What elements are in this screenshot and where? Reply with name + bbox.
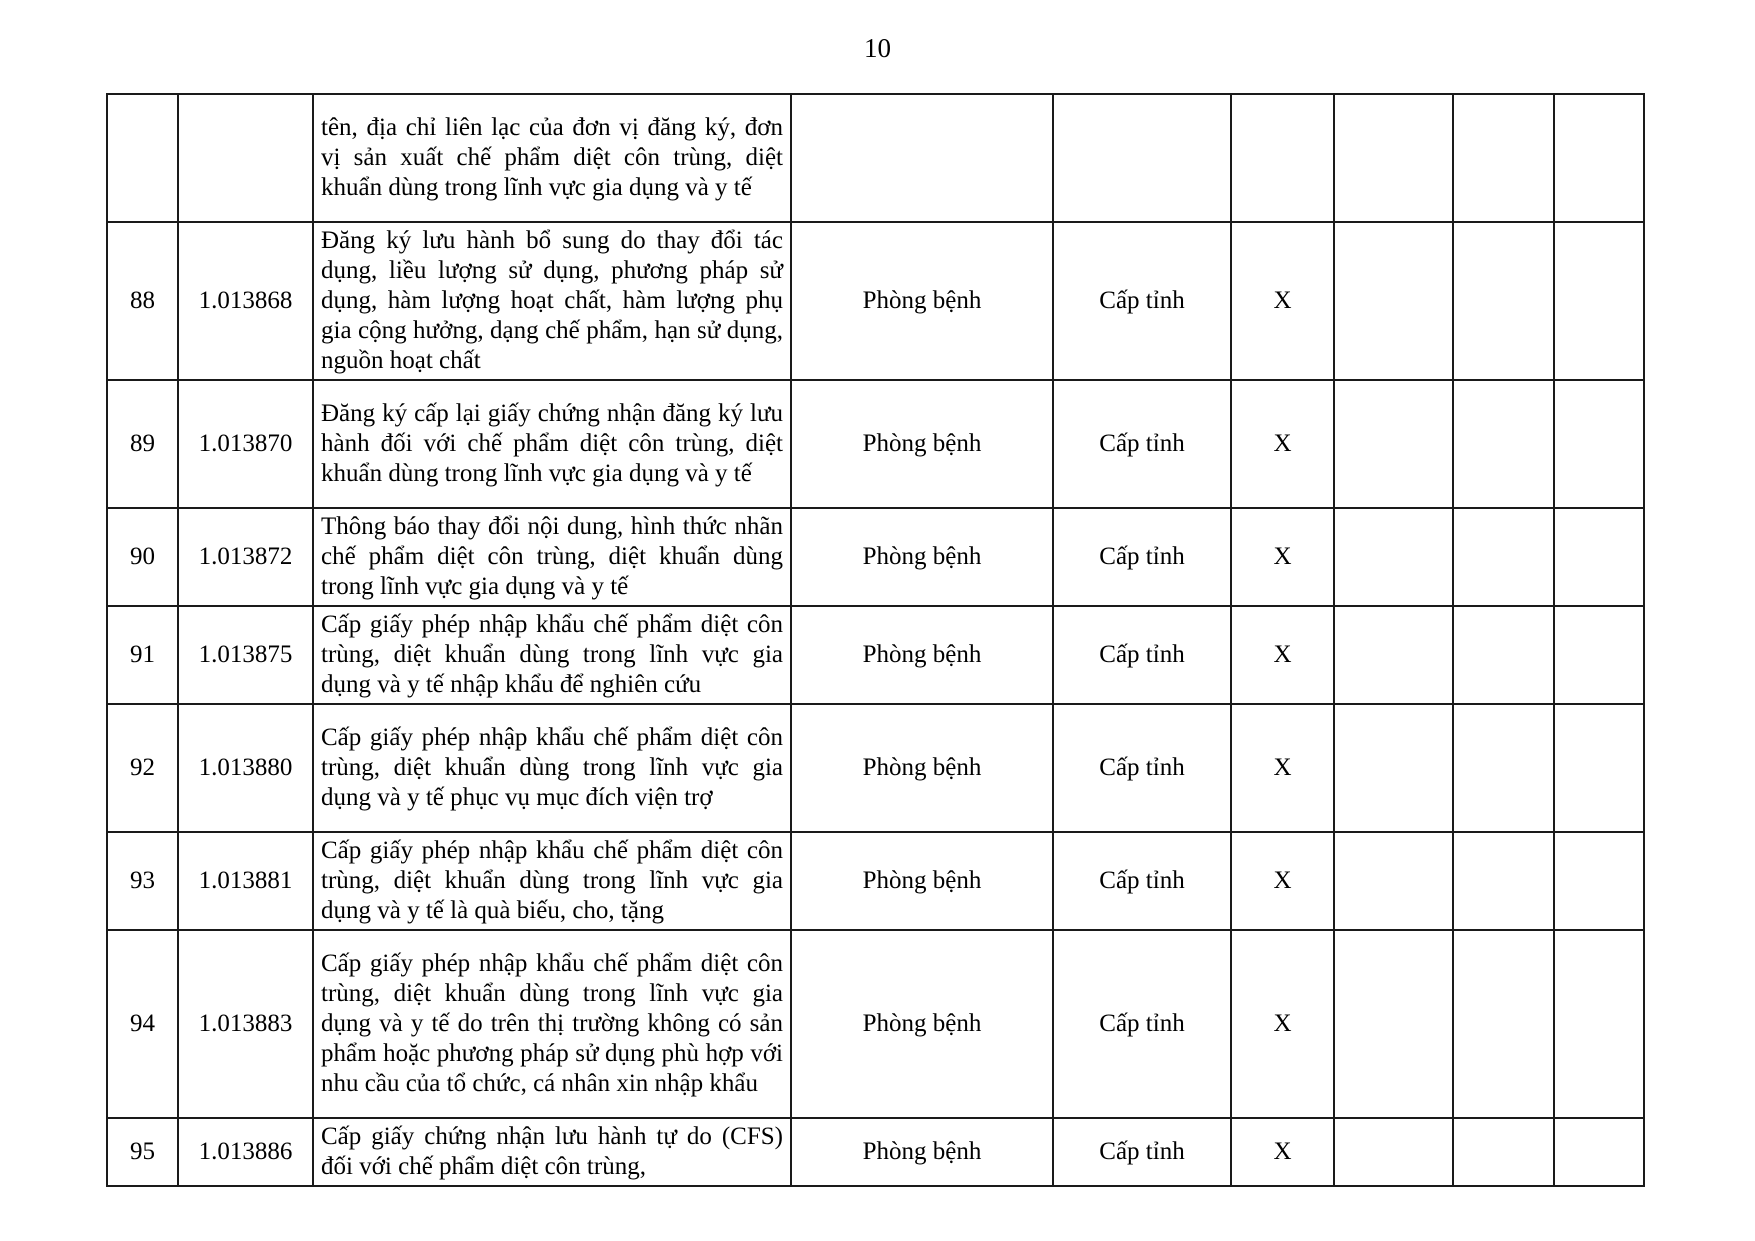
execution-mark-cell: X [1231,832,1334,930]
procedure-description-cell: Đăng ký lưu hành bổ sung do thay đổi tác dụng, liều lượng sử dụng, phương pháp sử dụng, hàm lượng hoạt chất, hàm lượng phụ gia cộng hưởng, dạng chế phẩm, hạn sử dụng, nguồn hoạt chất [313,222,791,380]
execution-mark-cell: X [1231,606,1334,704]
execution-mark-cell: X [1231,222,1334,380]
field-cell: Phòng bệnh [791,832,1053,930]
procedure-description-cell: tên, địa chỉ liên lạc của đơn vị đăng ký, đơn vị sản xuất chế phẩm diệt côn trùng, diệt khuẩn dùng trong lĩnh vực gia dụng và y tế [313,94,791,222]
table-row-93 [107,832,1644,930]
table-row-95 [107,1118,1644,1186]
field-cell: Phòng bệnh [791,508,1053,606]
procedure-code-cell: 1.013875 [178,606,313,704]
empty-cell-3 [1554,606,1644,704]
procedure-code-cell: 1.013881 [178,832,313,930]
procedure-code-cell: 1.013872 [178,508,313,606]
procedure-description-cell: Cấp giấy phép nhập khẩu chế phẩm diệt côn trùng, diệt khuẩn dùng trong lĩnh vực gia dụng và y tế nhập khẩu để nghiên cứu [313,606,791,704]
empty-cell-2 [1453,508,1554,606]
level-cell: Cấp tỉnh [1053,832,1231,930]
procedure-description-cell: Cấp giấy phép nhập khẩu chế phẩm diệt côn trùng, diệt khuẩn dùng trong lĩnh vực gia dụng và y tế phục vụ mục đích viện trợ [313,704,791,832]
table-row-continuation [107,94,1644,222]
procedure-description-cell: Cấp giấy phép nhập khẩu chế phẩm diệt côn trùng, diệt khuẩn dùng trong lĩnh vực gia dụng và y tế do trên thị trường không có sản phẩm hoặc phương pháp sử dụng phù hợp với nhu cầu của tổ chức, cá nhân xin nhập khẩu [313,930,791,1118]
field-cell: Phòng bệnh [791,930,1053,1118]
page-number: 10 [864,33,891,63]
empty-cell-1 [1334,94,1453,222]
execution-mark-cell: X [1231,380,1334,508]
table-row-89 [107,380,1644,508]
procedure-code-cell: 1.013880 [178,704,313,832]
level-cell: Cấp tỉnh [1053,704,1231,832]
field-cell [791,94,1053,222]
empty-cell-2 [1453,94,1554,222]
empty-cell-1 [1334,606,1453,704]
empty-cell-3 [1554,704,1644,832]
empty-cell-1 [1334,508,1453,606]
empty-cell-1 [1334,930,1453,1118]
row-number-cell: 90 [107,508,178,606]
empty-cell-2 [1453,704,1554,832]
field-cell: Phòng bệnh [791,1118,1053,1186]
empty-cell-2 [1453,222,1554,380]
row-number-cell: 95 [107,1118,178,1186]
table-row-91 [107,606,1644,704]
empty-cell-1 [1334,222,1453,380]
table-row-92 [107,704,1644,832]
execution-mark-cell: X [1231,508,1334,606]
empty-cell-2 [1453,1118,1554,1186]
empty-cell-3 [1554,930,1644,1118]
execution-mark-cell: X [1231,704,1334,832]
empty-cell-3 [1554,94,1644,222]
level-cell: Cấp tỉnh [1053,1118,1231,1186]
table-row-94 [107,930,1644,1118]
table-row-90 [107,508,1644,606]
procedure-description-cell: Cấp giấy phép nhập khẩu chế phẩm diệt côn trùng, diệt khuẩn dùng trong lĩnh vực gia dụng và y tế là quà biếu, cho, tặng [313,832,791,930]
empty-cell-1 [1334,704,1453,832]
procedure-code-cell: 1.013868 [178,222,313,380]
level-cell [1053,94,1231,222]
row-number-cell: 94 [107,930,178,1118]
row-number-cell: 93 [107,832,178,930]
row-number-cell: 89 [107,380,178,508]
empty-cell-2 [1453,606,1554,704]
procedure-code-cell: 1.013870 [178,380,313,508]
procedure-description-cell: Cấp giấy chứng nhận lưu hành tự do (CFS) đối với chế phẩm diệt côn trùng, [313,1118,791,1186]
empty-cell-3 [1554,832,1644,930]
row-number-cell: 88 [107,222,178,380]
execution-mark-cell: X [1231,1118,1334,1186]
empty-cell-3 [1554,508,1644,606]
field-cell: Phòng bệnh [791,606,1053,704]
procedure-description-cell: Thông báo thay đổi nội dung, hình thức nhãn chế phẩm diệt côn trùng, diệt khuẩn dùng trong lĩnh vực gia dụng và y tế [313,508,791,606]
field-cell: Phòng bệnh [791,222,1053,380]
level-cell: Cấp tỉnh [1053,380,1231,508]
empty-cell-3 [1554,1118,1644,1186]
level-cell: Cấp tỉnh [1053,930,1231,1118]
procedure-description-cell: Đăng ký cấp lại giấy chứng nhận đăng ký lưu hành đối với chế phẩm diệt côn trùng, diệt khuẩn dùng trong lĩnh vực gia dụng và y tế [313,380,791,508]
procedure-code-cell [178,94,313,222]
empty-cell-3 [1554,222,1644,380]
field-cell: Phòng bệnh [791,380,1053,508]
procedure-code-cell: 1.013886 [178,1118,313,1186]
empty-cell-2 [1453,380,1554,508]
procedures-table [106,93,1645,1187]
level-cell: Cấp tỉnh [1053,222,1231,380]
row-number-cell [107,94,178,222]
empty-cell-1 [1334,1118,1453,1186]
table-row-88 [107,222,1644,380]
execution-mark-cell [1231,94,1334,222]
empty-cell-3 [1554,380,1644,508]
level-cell: Cấp tỉnh [1053,606,1231,704]
empty-cell-1 [1334,380,1453,508]
empty-cell-1 [1334,832,1453,930]
execution-mark-cell: X [1231,930,1334,1118]
field-cell: Phòng bệnh [791,704,1053,832]
procedure-code-cell: 1.013883 [178,930,313,1118]
empty-cell-2 [1453,832,1554,930]
level-cell: Cấp tỉnh [1053,508,1231,606]
row-number-cell: 92 [107,704,178,832]
empty-cell-2 [1453,930,1554,1118]
row-number-cell: 91 [107,606,178,704]
